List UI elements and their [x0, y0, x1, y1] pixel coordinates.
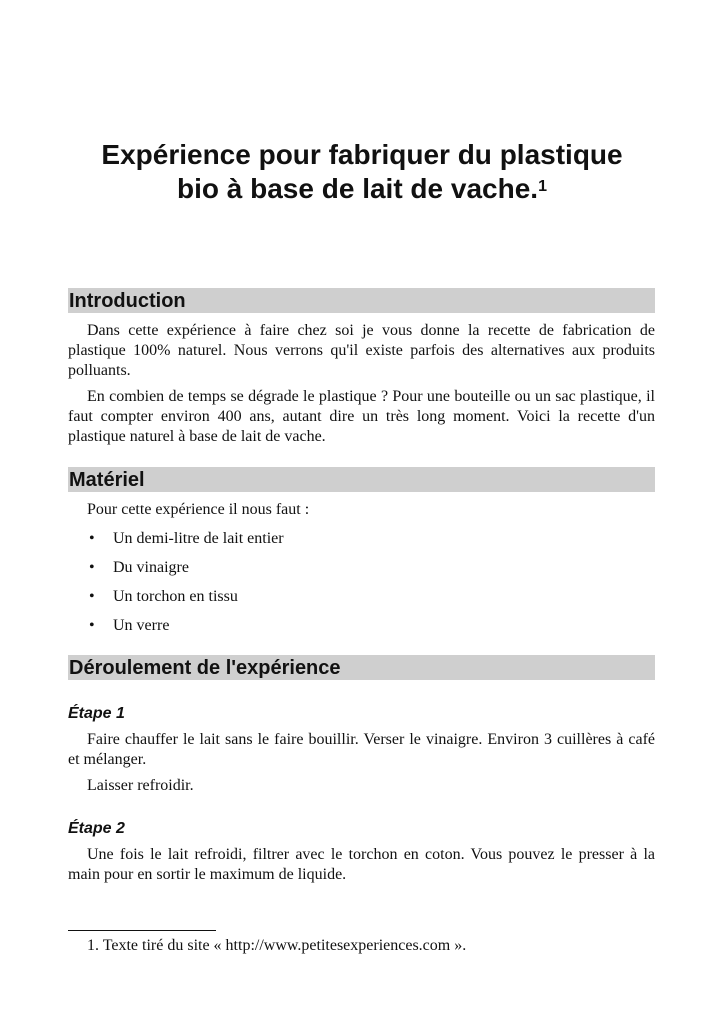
list-item-label: Du vinaigre	[113, 559, 189, 576]
step-1-heading: Étape 1	[68, 705, 125, 722]
footnote-separator	[68, 930, 216, 931]
introduction-paragraph-2: En combien de temps se dégrade le plastique ? Pour une bouteille ou un sac plastique, il faut compter environ 400 ans, autant dire un très long moment. Voici la recette d'un plastique naturel à base de lait de vache.	[68, 388, 655, 445]
step-2-heading: Étape 2	[68, 820, 125, 837]
step-1-paragraph-1: Faire chauffer le lait sans le faire bouillir. Verser le vinaigre. Environ 3 cuillères à café et mélanger.	[68, 731, 655, 768]
list-item	[68, 587, 655, 616]
list-item	[68, 558, 655, 587]
section-heading-materiel: Matériel	[68, 467, 655, 492]
list-item	[68, 529, 655, 558]
step-1-paragraph-2: Laisser refroidir.	[87, 777, 194, 794]
materiel-list	[68, 529, 655, 645]
list-item-label: Un verre	[113, 617, 170, 634]
introduction-paragraph-1: Dans cette expérience à faire chez soi je vous donne la recette de fabrication de plastique 100% naturel. Nous verrons qu'il existe parfois des alternatives aux produits polluants.	[68, 322, 655, 379]
footnote-reference[interactable]: 1	[538, 178, 547, 195]
step-2-paragraph-1: Une fois le lait refroidi, filtrer avec le torchon en coton. Vous pouvez le presser à la main pour en sortir le maximum de liquide.	[68, 846, 655, 883]
bullet-icon: •	[89, 530, 95, 547]
title-line-1: Expérience pour fabriquer du plastique	[101, 139, 623, 170]
document-title	[60, 138, 664, 206]
footnote: 1. Texte tiré du site « http://www.petitesexperiences.com ».	[87, 937, 467, 954]
section-heading-deroulement: Déroulement de l'expérience	[68, 655, 655, 680]
bullet-icon: •	[89, 559, 95, 576]
bullet-icon: •	[89, 617, 95, 634]
list-item	[68, 616, 655, 645]
section-heading-introduction: Introduction	[68, 288, 655, 313]
list-item-label: Un demi-litre de lait entier	[113, 530, 284, 547]
bullet-icon: •	[89, 588, 95, 605]
title-line-2: bio à base de lait de vache.	[177, 173, 539, 204]
materiel-intro: Pour cette expérience il nous faut :	[87, 501, 310, 518]
list-item-label: Un torchon en tissu	[113, 588, 238, 605]
